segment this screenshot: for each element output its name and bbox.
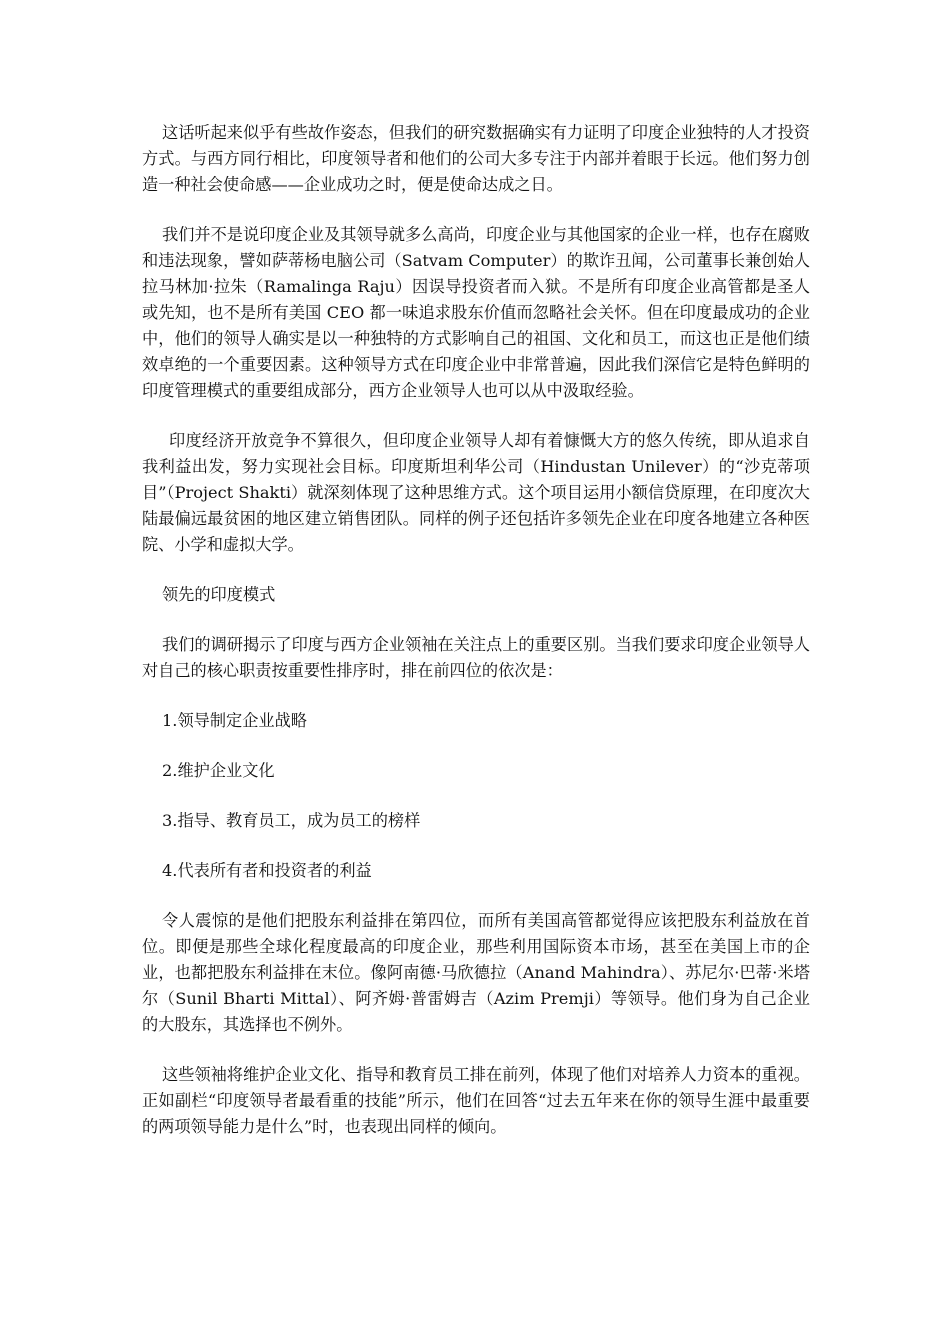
list-item: 3.指导、教育员工，成为员工的榜样 bbox=[162, 811, 421, 830]
paragraph-1: 这话听起来似乎有些故作姿态，但我们的研究数据确实有力证明了印度企业独特的人才投资方式。与西方同行相比，印度领导者和他们的公司大多专注于内部并着眼于长远。他们努力创造一种社会使命感——企业成功之时，便是使命达成之日。 bbox=[142, 123, 810, 194]
list-item: 2.维护企业文化 bbox=[162, 761, 275, 780]
paragraph-2: 我们并不是说印度企业及其领导就多么高尚，印度企业与其他国家的企业一样，也存在腐败和违法现象，譬如萨蒂杨电脑公司（Satvam Computer）的欺诈丑闻，公司董事长兼创始人拉马林加·拉朱（Ramalinga Raju）因误导投资者而入狱。不是所有印度企业高管都是圣人或先知，也不是所有美国 CEO 都一味追求股东价值而忽略社会关怀。但在印度最成功的企业中，他们的领导人确实是以一种独特的方式影响自己的祖国、文化和员工，而这也正是他们绩效卓绝的一个重要因素。这种领导方式在印度企业中非常普遍，因此我们深信它是特色鲜明的印度管理模式的重要组成部分，西方企业领导人也可以从中汲取经验。 bbox=[142, 225, 810, 400]
paragraph-4: 令人震惊的是他们把股东利益排在第四位，而所有美国高管都觉得应该把股东利益放在首位。即便是那些全球化程度最高的印度企业，那些利用国际资本市场，甚至在美国上市的企业，也都把股东利益排在末位。像阿南德·马欣德拉（Anand Mahindra）、苏尼尔·巴蒂·米塔尔（Sunil Bharti Mittal）、阿齐姆·普雷姆吉（Azim Premji）等领导。他们身为自己企业的大股东，其选择也不例外。 bbox=[142, 911, 810, 1034]
paragraph-5: 这些领袖将维护企业文化、指导和教育员工排在前列，体现了他们对培养人力资本的重视。正如副栏“印度领导者最看重的技能”所示，他们在回答“过去五年来在你的领导生涯中最重要的两项领导能力是什么”时，也表现出同样的倾向。 bbox=[142, 1065, 810, 1136]
intro-paragraph: 我们的调研揭示了印度与西方企业领袖在关注点上的重要区别。当我们要求印度企业领导人对自己的核心职责按重要性排序时，排在前四位的依次是： bbox=[142, 635, 810, 680]
section-heading: 领先的印度模式 bbox=[162, 585, 276, 604]
document-page bbox=[142, 120, 810, 1164]
list-item: 1.领导制定企业战略 bbox=[162, 711, 307, 730]
list-item: 4.代表所有者和投资者的利益 bbox=[162, 861, 372, 880]
paragraph-3: 印度经济开放竞争不算很久，但印度企业领导人却有着慷慨大方的悠久传统，即从追求自我利益出发，努力实现社会目标。印度斯坦利华公司（Hindustan Unilever）的“沙克蒂项目”（Project Shakti）就深刻体现了这种思维方式。这个项目运用小额信贷原理，在印度次大陆最偏远最贫困的地区建立销售团队。同样的例子还包括许多领先企业在印度各地建立各种医院、小学和虚拟大学。 bbox=[142, 431, 810, 554]
